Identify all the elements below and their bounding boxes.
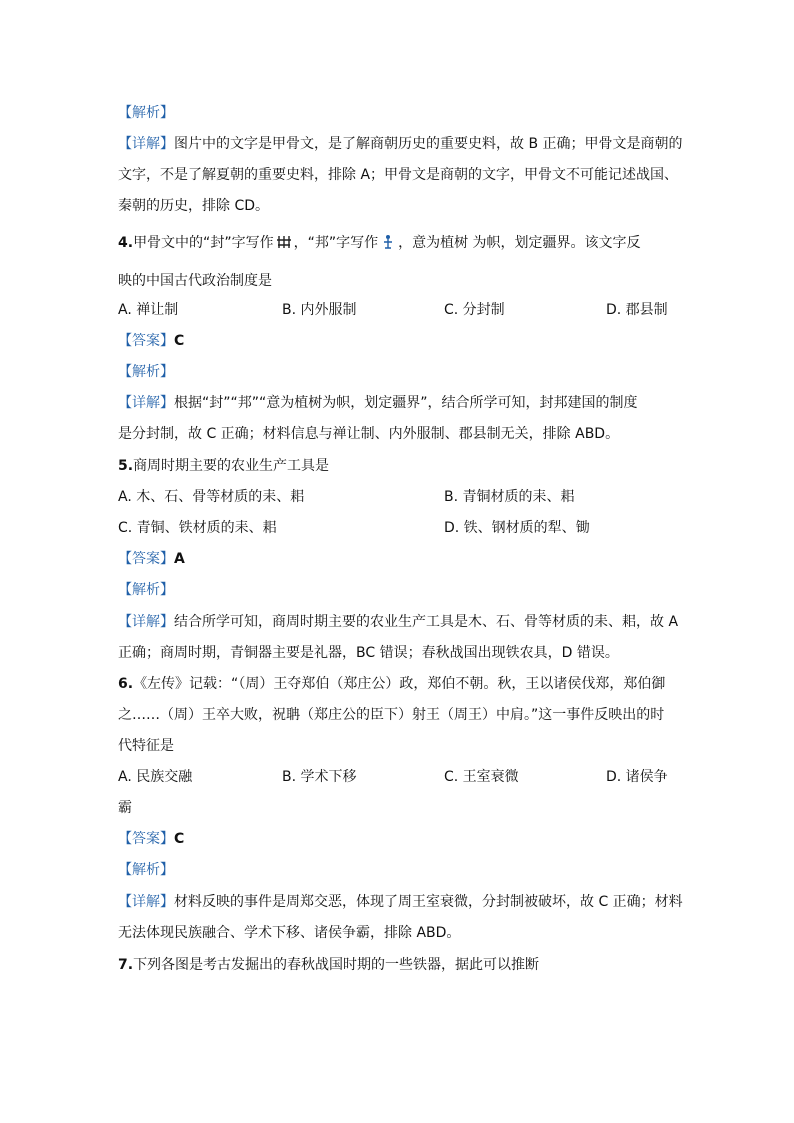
answer-value: A [174, 551, 185, 567]
option-b: B. 内外服制 [282, 302, 357, 318]
question-stem-cont: 代特征是 [118, 738, 174, 754]
detail-line: 秦朝的历史，排除 CD。 [118, 198, 270, 214]
answer-line [118, 829, 184, 849]
detail-label: 【详解】 [118, 894, 174, 910]
detail-line: 【详解】根据“封”“邦”“意为植树为帜，划定疆界”，结合所学可知，封邦建国的制度 [118, 395, 638, 411]
option-b: B. 学术下移 [282, 769, 357, 785]
detail-label: 【详解】 [118, 614, 174, 630]
option-b: B. 青铜材质的耒、耜 [444, 489, 575, 505]
option-a: A. 木、石、骨等材质的耒、耜 [118, 489, 305, 505]
detail-label: 【详解】 [118, 136, 174, 152]
answer-value: C [174, 831, 185, 847]
question-stem: 7.下列各图是考古发掘出的春秋战国时期的一些铁器，据此可以推断 [118, 957, 540, 973]
answer-line [118, 331, 184, 351]
option-a: A. 民族交融 [118, 769, 193, 785]
detail-line: 正确；商周时期，青铜器主要是礼器，BC 错误；春秋战国出现铁农具，D 错误。 [118, 645, 619, 661]
question-stem-cont: 映的中国古代政治制度是 [118, 273, 272, 289]
option-c: C. 青铜、铁材质的耒、耜 [118, 520, 277, 536]
detail-line: 【详解】结合所学可知，商周时期主要的农业生产工具是木、石、骨等材质的耒、耜，故 A [118, 614, 679, 630]
question-number: 6. [118, 676, 134, 692]
question-number: 7. [118, 957, 134, 973]
option-d: D. 诸侯争 [606, 769, 668, 785]
question-number: 5. [118, 458, 134, 474]
option-c: C. 王室衰微 [444, 769, 519, 785]
question-stem-cont: 之……（周）王卒大败，祝聃（郑庄公的臣下）射王（周王）中肩。”这一事件反映出的时 [118, 707, 665, 723]
answer-line [118, 549, 185, 569]
answer-label: 【答案】 [118, 551, 174, 567]
detail-line: 是分封制，故 C 正确；材料信息与禅让制、内外服制、郡县制无关，排除 ABD。 [118, 426, 620, 442]
answer-label: 【答案】 [118, 333, 174, 349]
question-stem: 5.商周时期主要的农业生产工具是 [118, 458, 330, 474]
detail-line: 无法体现民族融合、学术下移、诸侯争霸，排除 ABD。 [118, 925, 461, 941]
oracle-bone-bang-glyph [379, 234, 397, 250]
analysis-label: 【解析】 [118, 582, 174, 598]
question-stem: 4.甲骨文中的“封”字写作 ，“邦”字写作 ，意为植树 为帜，划定疆界。该文字反 [118, 235, 641, 251]
detail-line: 文字，不是了解夏朝的重要史料，排除 A；甲骨文是商朝的文字，甲骨文不可能记述战国、 [118, 167, 679, 183]
answer-label: 【答案】 [118, 831, 174, 847]
question-stem: 6.《左传》记载：“（周）王夺郑伯（郑庄公）政，郑伯不朝。秋，王以诸侯伐郑，郑伯御 [118, 676, 666, 692]
option-d: D. 铁、钢材质的犁、锄 [444, 520, 590, 536]
question-number: 4. [118, 235, 134, 251]
detail-label: 【详解】 [118, 395, 174, 411]
answer-value: C [174, 333, 185, 349]
option-a: A. 禅让制 [118, 302, 179, 318]
detail-line: 【详解】图片中的文字是甲骨文，是了解商朝历史的重要史料，故 B 正确；甲骨文是商朝的 [118, 136, 683, 152]
analysis-label: 【解析】 [118, 364, 174, 380]
option-c: C. 分封制 [444, 302, 505, 318]
option-d-wrap: 霸 [118, 800, 132, 816]
analysis-label: 【解析】 [118, 105, 174, 121]
analysis-label: 【解析】 [118, 862, 174, 878]
oracle-bone-feng-glyph [275, 234, 293, 250]
option-d: D. 郡县制 [606, 302, 668, 318]
detail-line: 【详解】材料反映的事件是周郑交恶，体现了周王室衰微，分封制被破坏，故 C 正确；材料 [118, 894, 683, 910]
